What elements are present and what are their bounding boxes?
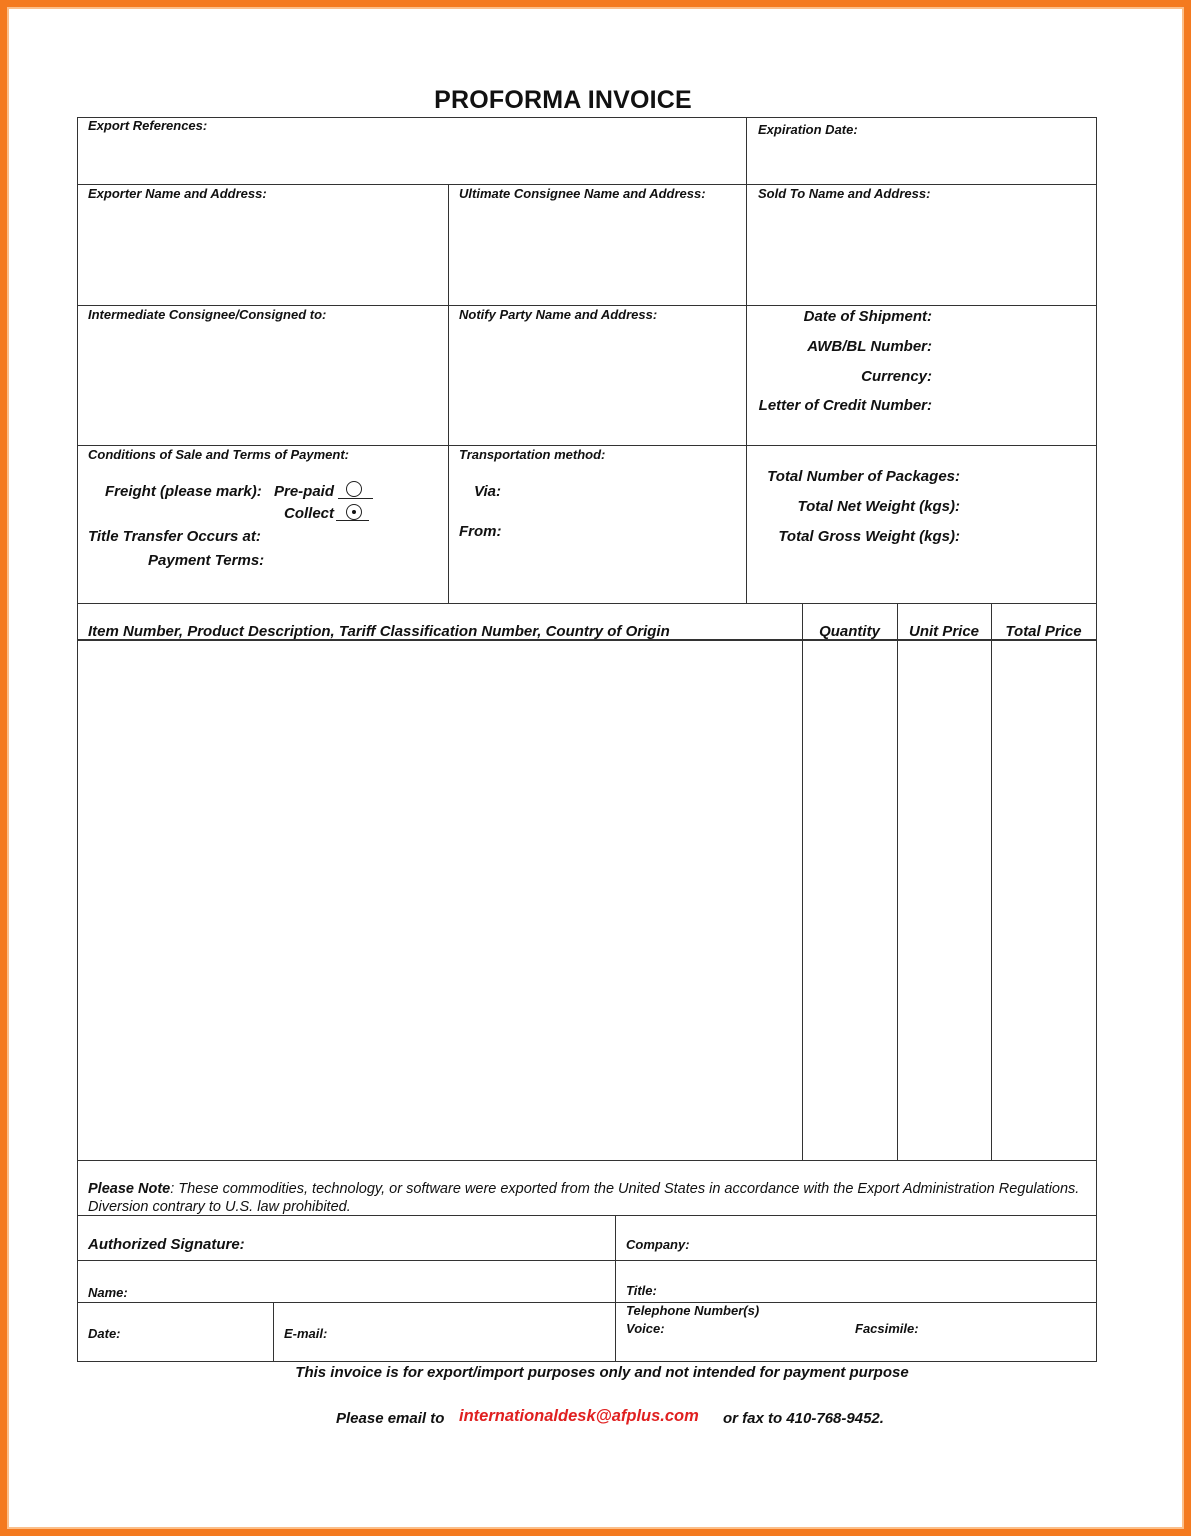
export-references-label: Export References: — [88, 118, 208, 133]
items-column-quantity: Quantity — [819, 623, 880, 640]
prepaid-underline — [338, 498, 373, 499]
total-gross-weight-label: Total Gross Weight (kgs): — [778, 528, 960, 545]
title-transfer-label: Title Transfer Occurs at: — [88, 528, 261, 545]
items-column-total-price: Total Price — [1005, 623, 1082, 640]
collect-underline — [336, 520, 369, 521]
note-lead: Please Note — [88, 1181, 171, 1197]
disclaimer: This invoice is for export/import purposes only and not intended for payment purpose — [295, 1364, 909, 1381]
title-label: Title: — [626, 1283, 657, 1298]
intermediate-consignee-label: Intermediate Consignee/Consigned to: — [88, 307, 327, 322]
authorized-signature-label: Authorized Signature: — [88, 1236, 245, 1253]
collect-radio-selected-dot — [352, 510, 356, 514]
conditions-of-sale-label: Conditions of Sale and Terms of Payment: — [88, 447, 349, 462]
freight-label: Freight (please mark): — [105, 483, 262, 500]
currency-label: Currency: — [861, 368, 932, 385]
via-label: Via: — [474, 483, 501, 500]
facsimile-label: Facsimile: — [855, 1321, 919, 1336]
collect-radio[interactable] — [346, 504, 362, 520]
collect-label: Collect — [284, 505, 335, 522]
prepaid-label: Pre-paid — [274, 483, 335, 500]
transportation-method-label: Transportation method: — [459, 447, 606, 462]
exporter-label: Exporter Name and Address: — [88, 186, 267, 201]
awb-bl-label: AWB/BL Number: — [807, 338, 932, 355]
total-net-weight-label: Total Net Weight (kgs): — [797, 498, 960, 515]
total-packages-label: Total Number of Packages: — [767, 468, 960, 485]
page-title: PROFORMA INVOICE — [434, 86, 692, 114]
items-table-body[interactable] — [78, 641, 1096, 1160]
ultimate-consignee-label: Ultimate Consignee Name and Address: — [459, 186, 706, 201]
payment-terms-label: Payment Terms: — [148, 552, 265, 569]
sold-to-label: Sold To Name and Address: — [758, 186, 931, 201]
prepaid-radio[interactable] — [346, 481, 362, 497]
notify-party-label: Notify Party Name and Address: — [459, 307, 658, 322]
email-link[interactable]: internationaldesk@afplus.com — [459, 1407, 699, 1425]
voice-label: Voice: — [626, 1321, 665, 1336]
telephone-label: Telephone Number(s) — [626, 1303, 760, 1318]
email-prefix: Please email to — [336, 1410, 445, 1427]
from-label: From: — [459, 523, 502, 540]
expiration-date-label: Expiration Date: — [758, 122, 858, 137]
date-of-shipment-label: Date of Shipment: — [803, 308, 932, 325]
email-label: E-mail: — [284, 1326, 328, 1341]
export-note — [88, 1180, 1088, 1216]
letter-of-credit-label: Letter of Credit Number: — [758, 397, 932, 414]
name-label: Name: — [88, 1285, 128, 1300]
items-column-description: Item Number, Product Description, Tariff Classification Number, Country of Origin — [88, 623, 670, 640]
date-label: Date: — [88, 1326, 121, 1341]
note-text: : These commodities, technology, or software were exported from the United States in accordance with the Export Administration Regulations. Diversion contrary to U.S. law prohibited. — [88, 1181, 1080, 1215]
fax-text: or fax to 410-768-9452. — [723, 1410, 884, 1427]
items-column-unit-price: Unit Price — [908, 623, 980, 640]
company-label: Company: — [626, 1237, 690, 1252]
